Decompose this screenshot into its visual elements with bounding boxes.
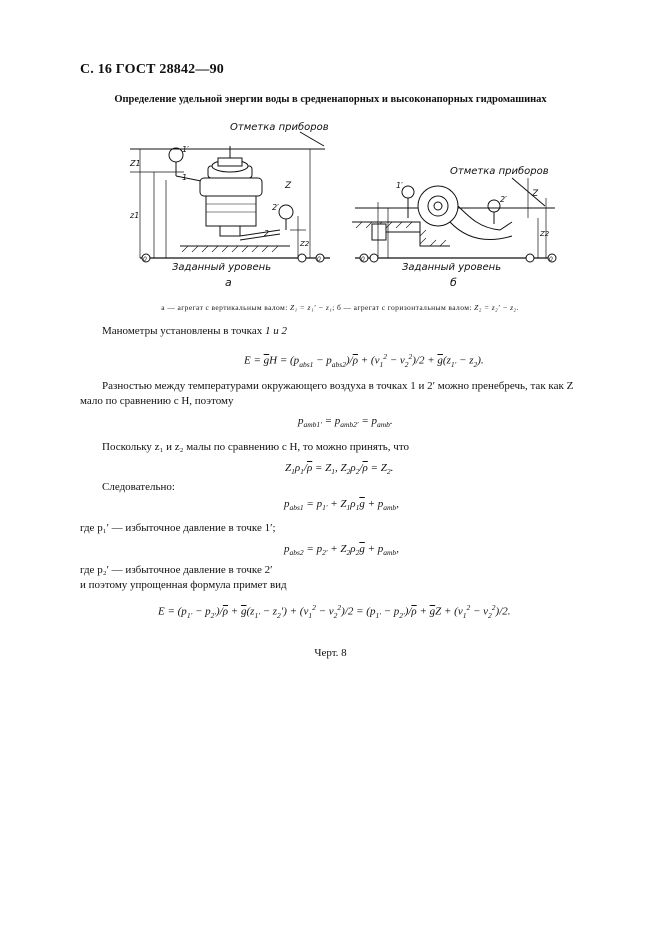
drawing-number: Черт. 8 (314, 647, 347, 659)
figure-title: Определение удельной энергии воды в средненапорных и высоконапорных гидромашинах (114, 94, 547, 105)
equation-pabs2: $p_{abs2} = p_{2'} + Z_2\rho_2\overline{g} + p_{amb}$, (284, 543, 399, 558)
equation-ambient: $p_{amb1'} = p_{amb2'} = p_{amb}$. (298, 415, 393, 430)
datum-0-right-a: 0 (317, 256, 321, 263)
instrument-mark-label-a: Отметка приборов (230, 122, 329, 133)
point-2p-a: 2′ (272, 203, 279, 212)
dim-lower-z1-a: z1 (130, 211, 140, 220)
point-2-a: 2 (264, 229, 270, 238)
point-2p-b: 2′ (500, 195, 507, 204)
point-1p-b: 1′ (396, 181, 403, 190)
figure-label-b: б (450, 276, 457, 289)
manometers-paragraph: Манометры установлены в точках 1 и 2 (102, 325, 287, 337)
datum-0-left-a: 0 (143, 256, 147, 263)
where-p2-text: где p₂′ — избыточное давление в точке 2′ (80, 564, 273, 576)
caption-sep: ; (332, 303, 338, 312)
figure-caption (120, 303, 560, 312)
instrument-mark-label-b: Отметка приборов (450, 166, 549, 177)
dim-z1-upper-a: Z1 (130, 159, 141, 168)
dim-z-a: Z (285, 181, 292, 191)
datum-0-left-b: 0 (361, 256, 365, 263)
dim-z2-b: Z2 (540, 230, 550, 238)
page-header: С. 16 ГОСТ 28842—90 (80, 62, 224, 77)
point-1-a: 1 (182, 173, 188, 182)
caption-part-b: б — агрегат с горизонтальным валом: (337, 303, 475, 312)
equation-simplified: $E = (p_{1'} - p_{2'})/\overline{\rho} + \overline{g}(z_{1'} - z_2') + (v_1^2 - v_2^2)/2 = (p_{1'} - p_{2'})/\overline{\rho} + \overline{g}Z + (v_1^2 - v_2^2)/2$. (158, 603, 511, 620)
point-1p-a: 1′ (182, 145, 189, 154)
datum-0-right-b: 0 (549, 256, 553, 263)
caption-formula-b: Z₂ = z₂′ − z₂ (474, 303, 517, 312)
equation-z-approx: $Z_1\rho_1/\overline{\rho} = Z_1$, $Z_2\rho_2/\overline{\rho} = Z_2$. (285, 462, 394, 477)
simplified-intro-text: и поэтому упрощенная формула примет вид (80, 579, 287, 591)
dim-z-b: Z (532, 189, 539, 199)
where-p1-text: где p₁′ — избыточное давление в точке 1′; (80, 522, 276, 534)
dim-z2-a: Z2 (300, 240, 310, 248)
figure-label-a: а (225, 276, 232, 289)
equation-energy: $E = \overline{g}H = (p_{abs1} - p_{abs2})/\overline{\rho} + (v_1^2 - v_2^2)/2 + \overline{g}(z_{1'} - z_2)$. (244, 352, 484, 369)
hydro-machine-drawing (120, 118, 560, 296)
caption-end: . (516, 303, 519, 312)
temperature-paragraph: Разностью между температурами окружающего воздуха в точках 1 и 2′ можно пренебречь, так как Z мало по сравнению с H, поэтому (80, 380, 574, 407)
therefore-text: Следовательно: (102, 481, 175, 493)
equation-pabs1: $p_{abs1} = p_{1'} + Z_1\rho_1\overline{g} + p_{amb}$, (284, 498, 399, 513)
caption-part-a: а — агрегат с вертикальным валом: (161, 303, 290, 312)
caption-formula-a: Z₁ = z₁′ − z₁ (289, 303, 333, 312)
datum-level-label-a: Заданный уровень (172, 262, 272, 273)
datum-level-label-b: Заданный уровень (402, 262, 502, 273)
small-z-paragraph: Поскольку z₁ и z₂ малы по сравнению с H, то можно принять, что (102, 441, 410, 453)
